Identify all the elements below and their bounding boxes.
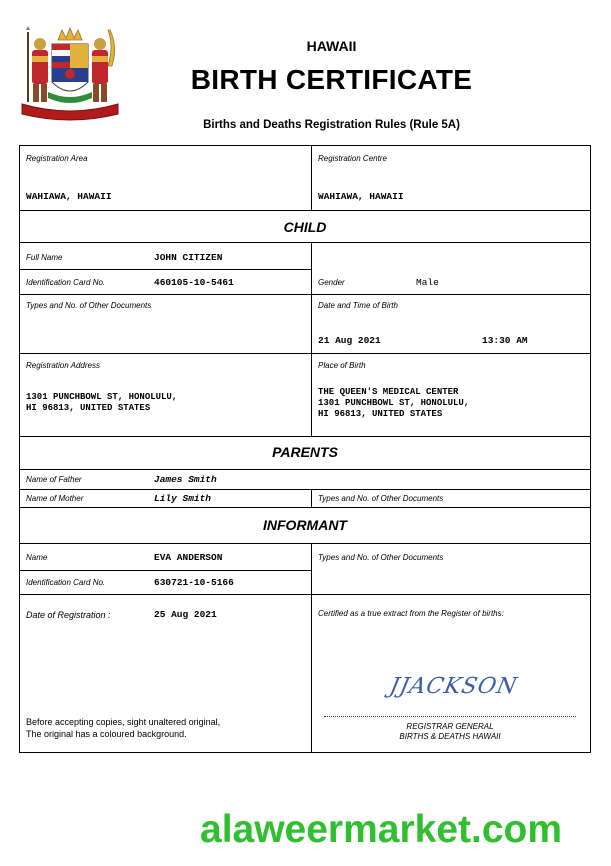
signature-line (324, 716, 576, 717)
child-section-title: CHILD (283, 219, 327, 235)
registration-centre-label: Registration Centre (318, 154, 387, 163)
child-address-value: 1301 PUNCHBOWL ST, HONOLULU, HI 96813, UNITED STATES (26, 392, 178, 413)
father-name-label: Name of Father (26, 475, 82, 484)
child-full-name-value: JOHN CITIZEN (154, 252, 223, 263)
child-address-label: Registration Address (26, 361, 100, 370)
rules-subtitle: Births and Deaths Registration Rules (Rule 5A) (203, 119, 460, 131)
place-of-birth-value: THE QUEEN'S MEDICAL CENTER 1301 PUNCHBOWL ST, HONOLULU, HI 96813, UNITED STATES (318, 387, 470, 419)
certified-text: Certified as a true extract from the Register of births: (318, 609, 504, 618)
registration-area-label: Registration Area (26, 154, 88, 163)
informant-id-value: 630721-10-5166 (154, 577, 234, 588)
child-dob-label: Date and Time of Birth (318, 301, 398, 310)
state-heading: HAWAII (306, 38, 357, 54)
child-gender-label: Gender (318, 278, 345, 287)
informant-other-docs-label: Types and No. of Other Documents (318, 553, 444, 562)
registration-centre-value: WAHIAWA, HAWAII (318, 191, 404, 202)
registration-date-label: Date of Registration : (26, 610, 111, 620)
original-copy-note (26, 716, 220, 740)
registration-area-value: WAHIAWA, HAWAII (26, 191, 112, 202)
registrar-line-1: REGISTRAR GENERAL (406, 722, 494, 731)
note-line-2: The original has a coloured background. (26, 729, 187, 739)
informant-name-value: EVA ANDERSON (154, 552, 223, 563)
child-other-docs-label: Types and No. of Other Documents (26, 301, 152, 310)
informant-id-label: Identification Card No. (26, 578, 106, 587)
document-title: BIRTH CERTIFICATE (190, 64, 473, 95)
parents-section-title: PARENTS (272, 444, 338, 460)
note-line-1: Before accepting copies, sight unaltered original, (26, 717, 221, 727)
child-gender-value: Male (416, 277, 439, 288)
child-id-label: Identification Card No. (26, 278, 106, 287)
father-name-value: James Smith (154, 474, 217, 485)
informant-name-label: Name (26, 553, 48, 562)
informant-section-title: INFORMANT (263, 517, 347, 533)
registrar-line-2: BIRTHS & DEATHS HAWAII (399, 732, 501, 741)
registration-date-value: 25 Aug 2021 (154, 609, 217, 620)
mother-name-label: Name of Mother (26, 494, 84, 503)
registrar-signature: JJACKSON (387, 674, 520, 699)
website-watermark: alaweermarket.com (200, 808, 563, 851)
child-id-value: 460105-10-5461 (154, 277, 234, 288)
registrar-title (324, 722, 576, 742)
parents-other-docs-label: Types and No. of Other Documents (318, 494, 444, 503)
child-full-name-label: Full Name (26, 253, 63, 262)
child-dob-time: 13:30 AM (482, 335, 528, 346)
mother-name-value: Lily Smith (154, 493, 212, 504)
place-of-birth-label: Place of Birth (318, 361, 366, 370)
child-dob-date: 21 Aug 2021 (318, 335, 381, 346)
certificate-table (19, 145, 591, 753)
